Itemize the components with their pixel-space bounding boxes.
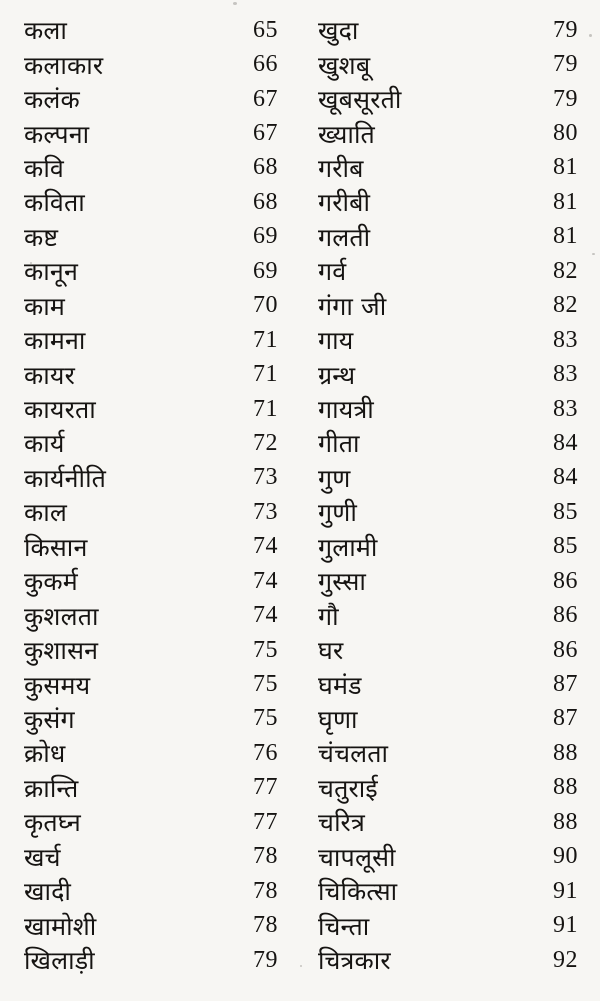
entry-page-number: 85 [553,533,578,560]
entry-word: कुकर्म [24,567,78,597]
entry-word: चरित्र [318,808,365,838]
scan-speck [30,262,32,264]
entry-page-number: 73 [253,498,278,525]
entry-word: कला [24,16,68,46]
index-row [24,495,278,529]
entry-page-number: 77 [253,774,278,801]
entry-word: कुसमय [24,670,91,700]
index-column-left [24,13,278,977]
index-row [24,426,278,460]
entry-word: गुण [318,463,351,493]
entry-word: कायरता [24,395,96,425]
scan-speck [575,746,577,748]
index-row [24,771,278,805]
entry-word: काल [24,498,68,528]
index-row [318,289,578,323]
entry-word: कृतघ्न [24,808,81,838]
index-row [318,908,578,942]
index-row [24,874,278,908]
entry-page-number: 88 [553,739,578,766]
entry-word: गायत्री [318,395,374,425]
index-row [24,116,278,150]
index-row [318,943,578,977]
entry-word: गाय [318,326,354,356]
entry-word: गलती [318,222,371,252]
entry-word: चिकित्सा [318,877,398,907]
entry-word: कुशासन [24,636,99,666]
entry-page-number: 88 [553,808,578,835]
entry-word: कुशलता [24,601,99,631]
entry-word: कायर [24,360,76,390]
entry-page-number: 71 [253,361,278,388]
entry-page-number: 84 [553,429,578,456]
entry-page-number: 68 [253,154,278,181]
scan-speck [233,2,237,5]
entry-word: कुसंग [24,704,75,734]
entry-word: खामोशी [24,911,97,941]
entry-page-number: 71 [253,326,278,353]
entry-page-number: 91 [553,877,578,904]
entry-word: घमंड [318,670,362,700]
entry-page-number: 75 [253,705,278,732]
entry-page-number: 78 [253,877,278,904]
entry-page-number: 75 [253,671,278,698]
entry-page-number: 67 [253,85,278,112]
index-row [318,805,578,839]
entry-page-number: 68 [253,188,278,215]
index-row [24,323,278,357]
entry-page-number: 69 [253,223,278,250]
index-row [24,220,278,254]
entry-page-number: 78 [253,912,278,939]
index-row [318,633,578,667]
entry-word: कल्पना [24,119,90,149]
entry-word: कलंक [24,85,80,115]
entry-word: कार्यनीति [24,463,107,493]
entry-word: कार्य [24,429,65,459]
index-column-right [318,13,578,977]
entry-page-number: 75 [253,636,278,663]
entry-word: गौ [318,601,339,631]
entry-word: खादी [24,877,72,907]
index-row [24,289,278,323]
entry-word: ख्याति [318,119,375,149]
index-row [318,530,578,564]
entry-page-number: 82 [553,292,578,319]
index-row [318,323,578,357]
entry-page-number: 83 [553,361,578,388]
index-row [318,220,578,254]
entry-word: चापलूसी [318,842,396,872]
entry-word: कलाकार [24,50,104,80]
entry-word: गुणी [318,498,358,528]
entry-page-number: 81 [553,154,578,181]
entry-page-number: 92 [553,946,578,973]
entry-page-number: 86 [553,602,578,629]
index-row [318,874,578,908]
entry-word: चिन्ता [318,911,370,941]
index-row [24,254,278,288]
index-row [318,667,578,701]
entry-page-number: 86 [553,636,578,663]
entry-page-number: 79 [553,51,578,78]
entry-page-number: 79 [253,946,278,973]
index-row [318,736,578,770]
index-row [318,116,578,150]
entry-word: खूबसूरती [318,85,402,115]
entry-word: गरीब [318,153,364,183]
entry-page-number: 83 [553,395,578,422]
entry-word: घर [318,636,344,666]
entry-word: क्रोध [24,739,66,769]
index-row [318,461,578,495]
entry-page-number: 79 [553,85,578,112]
index-row [24,702,278,736]
entry-word: कानून [24,257,79,287]
entry-word: कविता [24,188,85,218]
index-row [318,357,578,391]
entry-word: खर्च [24,842,61,872]
entry-page-number: 84 [553,464,578,491]
index-row [24,805,278,839]
index-row [318,564,578,598]
entry-page-number: 69 [253,257,278,284]
entry-word: ग्रन्थ [318,360,356,390]
entry-word: क्रान्ति [24,773,79,803]
entry-word: गुलामी [318,532,378,562]
entry-page-number: 91 [553,912,578,939]
entry-word: खिलाड़ी [24,946,95,976]
entry-page-number: 78 [253,843,278,870]
entry-page-number: 90 [553,843,578,870]
entry-word: गंगा जी [318,291,387,321]
index-row [24,392,278,426]
index-row [24,633,278,667]
index-row [24,530,278,564]
entry-word: चतुराई [318,773,378,803]
index-row [318,151,578,185]
entry-page-number: 79 [553,16,578,43]
index-row [318,771,578,805]
index-row [24,357,278,391]
entry-word: काम [24,291,66,321]
entry-word: गीता [318,429,360,459]
scan-speck [589,34,592,37]
entry-word: गर्व [318,257,347,287]
entry-page-number: 85 [553,498,578,525]
entry-page-number: 74 [253,567,278,594]
scan-speck [300,965,302,967]
entry-page-number: 87 [553,671,578,698]
index-row [318,82,578,116]
entry-word: खुशबू [318,50,371,80]
entry-page-number: 71 [253,395,278,422]
index-row [24,840,278,874]
entry-page-number: 80 [553,120,578,147]
index-row [24,598,278,632]
index-row [24,82,278,116]
index-row [318,47,578,81]
index-row [24,461,278,495]
entry-page-number: 70 [253,292,278,319]
index-row [24,47,278,81]
index-row [318,254,578,288]
entry-page-number: 66 [253,51,278,78]
index-row [24,564,278,598]
index-row [24,667,278,701]
entry-page-number: 77 [253,808,278,835]
index-row [24,185,278,219]
entry-word: चित्रकार [318,946,391,976]
entry-page-number: 72 [253,429,278,456]
entry-word: खुदा [318,16,359,46]
entry-page-number: 74 [253,533,278,560]
index-row [318,598,578,632]
entry-page-number: 74 [253,602,278,629]
entry-page-number: 83 [553,326,578,353]
index-row [318,185,578,219]
entry-page-number: 86 [553,567,578,594]
entry-word: कष्ट [24,222,59,252]
index-row [24,943,278,977]
entry-word: गरीबी [318,188,371,218]
index-row [24,908,278,942]
entry-word: कामना [24,326,86,356]
entry-word: गुस्सा [318,567,367,597]
entry-word: घृणा [318,704,358,734]
entry-page-number: 76 [253,739,278,766]
index-row [318,426,578,460]
index-row [24,13,278,47]
entry-word: कवि [24,153,64,183]
entry-page-number: 82 [553,257,578,284]
index-row [318,495,578,529]
entry-page-number: 73 [253,464,278,491]
index-row [318,392,578,426]
index-row [24,151,278,185]
entry-page-number: 87 [553,705,578,732]
index-row [318,702,578,736]
entry-page-number: 81 [553,223,578,250]
scan-speck [592,253,595,255]
index-row [318,840,578,874]
entry-page-number: 88 [553,774,578,801]
entry-word: चंचलता [318,739,389,769]
index-row [24,736,278,770]
entry-page-number: 81 [553,188,578,215]
entry-page-number: 67 [253,120,278,147]
index-row [318,13,578,47]
entry-page-number: 65 [253,16,278,43]
entry-word: किसान [24,532,88,562]
